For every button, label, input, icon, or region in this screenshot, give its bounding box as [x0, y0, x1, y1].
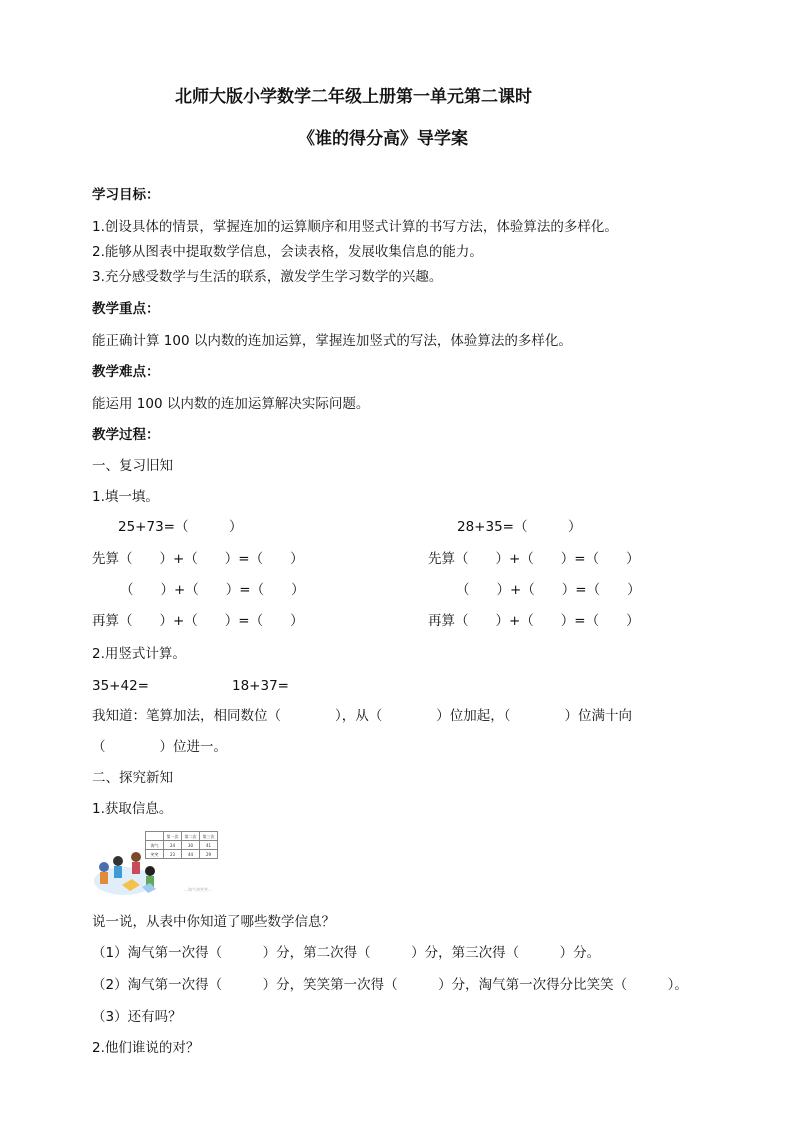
question1-title: 1.填一填。 [92, 489, 159, 505]
objectives-heading: 学习目标： [92, 187, 160, 203]
left-step-row2: （ ）+（ ）=（ ） [120, 582, 305, 598]
sub-question-1: （1）淘气第一次得（ ）分，第二次得（ ）分，第三次得（ ）分。 [92, 945, 601, 961]
right-step-row3: 再算（ ）+（ ）=（ ） [428, 613, 640, 629]
difficulties-heading: 教学难点： [92, 364, 160, 380]
process-heading: 教学过程： [92, 427, 160, 443]
part1-heading: 一、复习旧知 [92, 458, 173, 474]
sub-question-2: （2）淘气第一次得（ ）分，笑笑第一次得（ ）分，淘气第一次得分比笑笑（ ）。 [92, 977, 688, 993]
table-cell: 笑笑 [146, 850, 164, 859]
vertical-calc-1: 35+42= [92, 678, 149, 694]
table-cell: 24 [164, 841, 182, 850]
table-row [146, 841, 218, 850]
table-cell: 30 [182, 841, 200, 850]
left-step-row1: 先算（ ）+（ ）=（ ） [92, 551, 304, 567]
question2-title: 2.用竖式计算。 [92, 646, 186, 662]
table-cell: 淘气 [146, 841, 164, 850]
document-title-line1: 北师大版小学数学二年级上册第一单元第二课时 [175, 87, 532, 107]
document-title-line2: 《谁的得分高》导学案 [298, 129, 468, 149]
rule-line1: 我知道：笔算加法，相同数位（ ），从（ ）位加起，（ ）位满十向 [92, 708, 632, 724]
question-last: 2.他们谁说的对？ [92, 1040, 200, 1056]
table-cell: 44 [182, 850, 200, 859]
right-step-row2: （ ）+（ ）=（ ） [456, 582, 641, 598]
objective-item: 2.能够从图表中提取数学信息，会读表格，发展收集信息的能力。 [92, 244, 483, 260]
info-title: 1.获取信息。 [92, 801, 173, 817]
difficulties-text: 能运用 100 以内数的连加运算解决实际问题。 [92, 396, 370, 412]
right-equation: 28+35=（ ） [457, 519, 582, 535]
table-cell: 23 [164, 850, 182, 859]
left-step-row3: 再算（ ）+（ ）=（ ） [92, 613, 304, 629]
right-step-row1: 先算（ ）+（ ）=（ ） [428, 551, 640, 567]
key-points-heading: 教学重点： [92, 301, 160, 317]
vertical-calc-2: 18+37= [232, 678, 289, 694]
table-header-cell [146, 832, 164, 841]
sub-question-3: （3）还有吗？ [92, 1009, 182, 1025]
objective-item: 3.充分感受数学与生活的联系，激发学生学习数学的兴趣。 [92, 269, 443, 285]
table-row [146, 850, 218, 859]
table-header-cell: 第三次 [200, 832, 218, 841]
left-equation: 25+73=（ ） [118, 519, 243, 535]
table-cell: 29 [200, 850, 218, 859]
svg-text:…淘气和笑笑…: …淘气和笑笑… [184, 887, 212, 892]
table-header-cell: 第二次 [182, 832, 200, 841]
score-table [145, 831, 218, 859]
key-points-text: 能正确计算 100 以内数的连加运算，掌握连加竖式的写法，体验算法的多样化。 [92, 333, 572, 349]
table-header-cell: 第一次 [164, 832, 182, 841]
part2-heading: 二、探究新知 [92, 770, 173, 786]
rule-line2: （ ）位进一。 [92, 739, 227, 755]
say-prompt: 说一说，从表中你知道了哪些数学信息？ [92, 914, 335, 930]
objective-item: 1.创设具体的情景，掌握连加的运算顺序和用竖式计算的书写方法，体验算法的多样化。 [92, 219, 618, 235]
table-cell: 41 [200, 841, 218, 850]
